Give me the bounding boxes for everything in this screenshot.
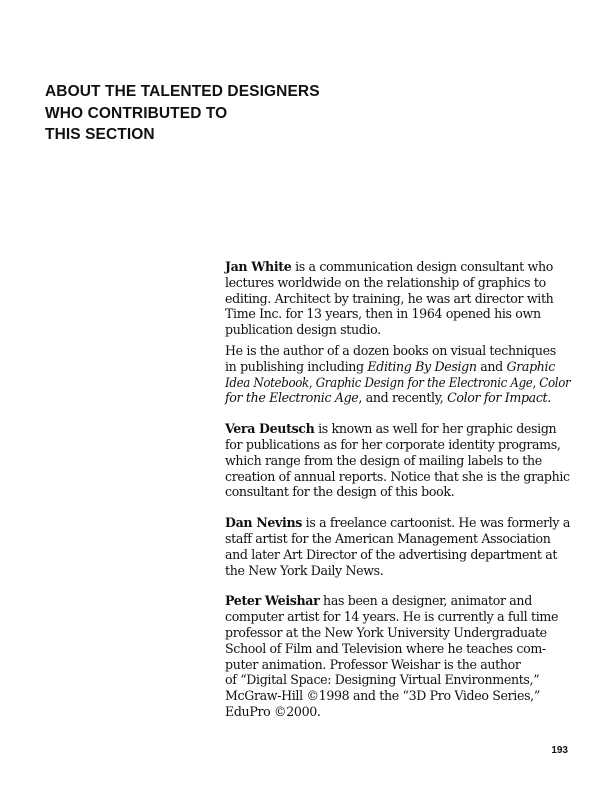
designer-bios	[225, 259, 570, 720]
text-line: consultant for the design of this book.	[225, 484, 455, 500]
text-line: staff artist for the American Management Association	[225, 530, 551, 546]
text-span: is a freelance cartoonist. He was formerly a	[302, 515, 571, 531]
bio-jan-white-books	[225, 343, 570, 406]
book-title: Color	[539, 374, 571, 390]
text-line: McGraw-Hill ©1998 and the “3D Pro Video Series,”	[225, 688, 540, 704]
text-line: puter animation. Professor Weishar is the author	[225, 656, 521, 672]
book-title: Editing By Design	[367, 358, 477, 374]
bio-jan-white	[225, 259, 570, 338]
bio-peter-weishar	[225, 593, 570, 719]
text-line: Time Inc. for 13 years, then in 1964 opened his own	[225, 306, 541, 322]
bio-vera-deutsch	[225, 421, 570, 500]
text-line	[225, 390, 570, 406]
designer-name: Peter Weishar	[225, 593, 320, 609]
heading-line: WHO CONTRIBUTED TO	[45, 104, 228, 122]
text-line: School of Film and Television where he teaches com-	[225, 640, 546, 656]
text-span: and	[476, 358, 507, 374]
book-title: Graphic Design for the Electronic Age	[315, 374, 533, 390]
designer-name: Jan White	[225, 259, 292, 274]
text-line	[225, 593, 570, 609]
text-line: He is the author of a dozen books on visual techniques	[225, 342, 556, 358]
text-span: ,	[532, 374, 540, 390]
text-line: and later Art Director of the advertising department at	[225, 546, 558, 562]
text-span: , and recently,	[358, 390, 448, 406]
text-line: professor at the New York University Undergraduate	[225, 624, 547, 640]
designer-name: Dan Nevins	[225, 515, 302, 531]
page-number: 193	[551, 745, 568, 756]
text-line	[225, 374, 571, 391]
text-line	[225, 359, 570, 375]
text-line: EduPro ©2000.	[225, 703, 321, 719]
book-title: Graphic	[506, 358, 555, 374]
text-span: in publishing including	[225, 358, 368, 374]
text-line: of “Digital Space: Designing Virtual Environments,”	[225, 672, 540, 688]
text-span: .	[547, 390, 551, 406]
text-line: computer artist for 14 years. He is currently a full time	[225, 609, 559, 625]
text-line	[225, 421, 570, 437]
designer-name: Vera Deutsch	[225, 421, 315, 437]
text-line	[225, 515, 570, 531]
section-heading	[45, 81, 375, 146]
text-line	[225, 259, 570, 275]
book-title: for the Electronic Age	[225, 390, 359, 406]
text-span: ,	[308, 374, 316, 390]
text-span: has been a designer, animator and	[319, 593, 532, 609]
text-span: is a communication design consultant who	[291, 259, 553, 274]
bio-dan-nevins	[225, 515, 570, 578]
text-span: is known as well for her graphic design	[314, 421, 557, 437]
heading-line: ABOUT THE TALENTED DESIGNERS	[45, 83, 320, 100]
text-line: lectures worldwide on the relationship of graphics to	[225, 274, 546, 290]
book-title: Idea Notebook	[225, 374, 309, 390]
book-title: Color for Impact	[447, 390, 548, 406]
text-line: which range from the design of mailing labels to the	[225, 452, 542, 468]
heading-line: THIS SECTION	[45, 126, 155, 143]
text-line: the New York Daily News.	[225, 562, 384, 578]
text-line: creation of annual reports. Notice that she is the graphic	[225, 468, 570, 484]
text-line: for publications as for her corporate identity programs,	[225, 436, 561, 452]
text-line: publication design studio.	[225, 322, 381, 338]
text-line: editing. Architect by training, he was art director with	[225, 290, 554, 306]
